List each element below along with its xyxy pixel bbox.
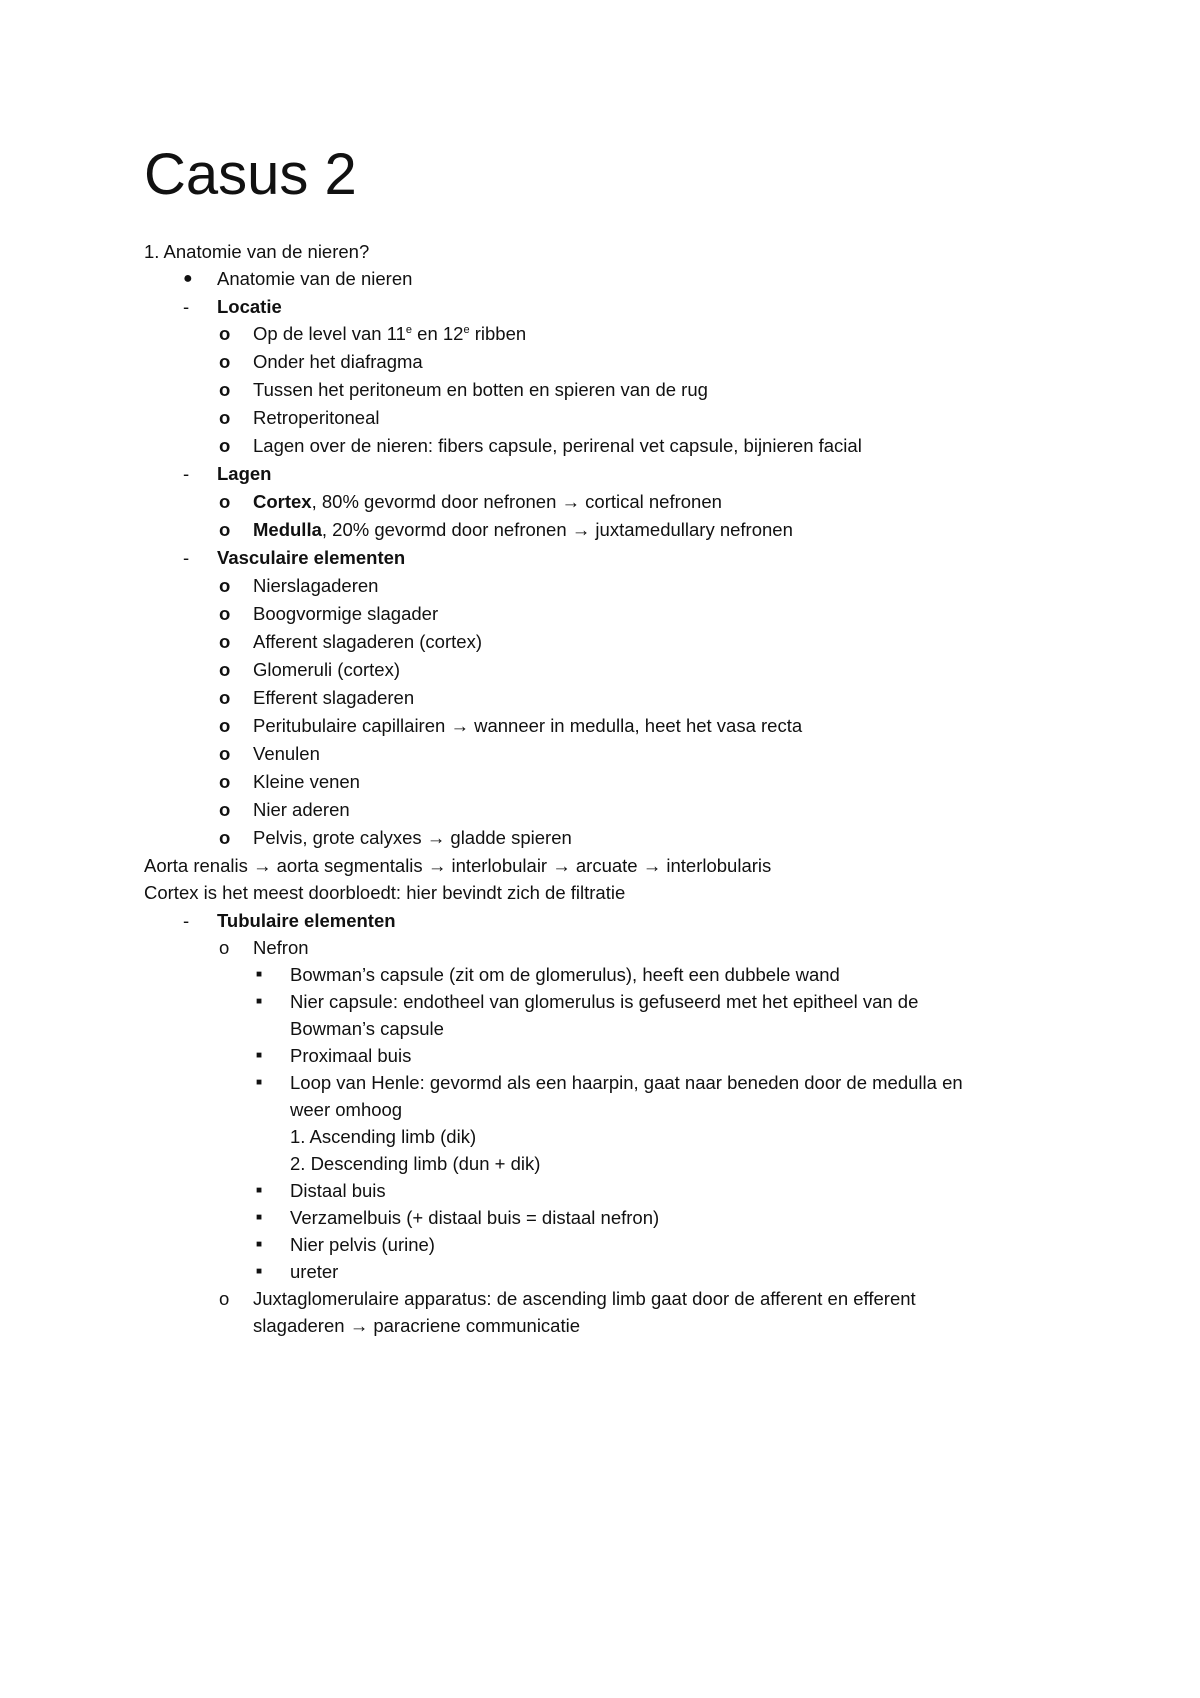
cortex-note: Cortex is het meest doorbloedt: hier bevindt zich de filtratie [144, 882, 626, 903]
list-item-text: Peritubulaire capillairen [253, 715, 451, 736]
sub-item-continuation: Bowman’s capsule [290, 1018, 444, 1039]
document-title: Casus 2 [144, 142, 357, 207]
o-marker: o [219, 827, 231, 848]
list-item: Nier aderen [253, 799, 350, 820]
list-item-text: juxtamedullary nefronen [590, 519, 793, 540]
sub-item: Nier capsule: endotheel van glomerulus is gefuseerd met het epitheel van de [290, 991, 919, 1012]
dash-marker: - [183, 547, 190, 568]
list-item-continuation [253, 1314, 580, 1338]
list-item-text: gladde spieren [445, 827, 572, 848]
section-heading-vasculair: Vasculaire elementen [217, 547, 406, 568]
list-item [253, 322, 526, 346]
list-item: Glomeruli (cortex) [253, 659, 400, 680]
list-item [253, 714, 802, 738]
o-marker: o [219, 743, 231, 764]
sub-item: Nier pelvis (urine) [290, 1234, 435, 1255]
list-item-text: Pelvis, grote calyxes [253, 827, 427, 848]
list-item: Juxtaglomerulaire apparatus: de ascending limb gaat door de afferent en efferent [253, 1288, 916, 1309]
dash-marker: - [183, 910, 190, 931]
list-item-text: en 12 [412, 323, 464, 344]
list-item: Nierslagaderen [253, 575, 379, 596]
list-item [253, 518, 793, 542]
arrow-icon: → [561, 491, 581, 512]
list-item: Kleine venen [253, 771, 360, 792]
o-marker: o [219, 407, 231, 428]
square-marker: ■ [256, 1239, 263, 1250]
o-marker: o [219, 687, 231, 708]
sub-item: Distaal buis [290, 1180, 386, 1201]
list-item-text: slagaderen [253, 1315, 350, 1336]
section-heading-lagen: Lagen [217, 463, 272, 484]
o-marker: o [219, 435, 231, 456]
list-item-text: cortical nefronen [580, 491, 722, 512]
superscript: e [405, 323, 413, 336]
list-item: Lagen over de nieren: fibers capsule, perirenal vet capsule, bijnieren facial [253, 435, 862, 456]
section-heading-locatie: Locatie [217, 296, 282, 317]
o-marker: o [219, 379, 231, 400]
numbered-item: 1. Ascending limb (dik) [290, 1126, 477, 1147]
arrow-icon: → [450, 715, 469, 736]
o-marker: o [219, 715, 231, 736]
section-heading-tubulair: Tubulaire elementen [217, 910, 396, 931]
o-marker: o [219, 937, 230, 958]
square-marker: ■ [256, 1050, 263, 1061]
flow-step: Aorta renalis [144, 855, 253, 876]
arrow-icon: → [427, 855, 447, 876]
list-item [253, 490, 722, 514]
arrow-icon: → [349, 1315, 369, 1336]
square-marker: ■ [256, 1212, 263, 1223]
o-marker: o [219, 603, 231, 624]
square-marker: ■ [256, 996, 263, 1007]
o-marker: o [219, 659, 231, 680]
o-marker: o [219, 799, 231, 820]
o-marker: o [219, 351, 231, 372]
flow-step: interlobularis [661, 855, 772, 876]
sub-item: Proximaal buis [290, 1045, 412, 1066]
list-item-text: wanneer in medulla, heet het vasa recta [468, 715, 803, 736]
list-item: Onder het diafragma [253, 351, 423, 372]
list-item: Boogvormige slagader [253, 603, 439, 624]
dash-marker: - [183, 463, 190, 484]
list-item [253, 826, 572, 850]
list-item: Tussen het peritoneum en botten en spieren van de rug [253, 379, 708, 400]
list-item-text: paracriene communicatie [368, 1315, 581, 1336]
flow-line [144, 854, 771, 878]
list-item-text: , 80% gevormd door nefronen [311, 491, 562, 512]
arrow-icon: → [642, 855, 662, 876]
list-item-text: Op de level van 11 [253, 323, 406, 344]
square-marker: ■ [256, 1185, 263, 1196]
flow-step: arcuate [570, 855, 643, 876]
list-item-text: ribben [469, 323, 527, 344]
flow-step: interlobulair [446, 855, 553, 876]
o-marker: o [219, 631, 231, 652]
list-item: Retroperitoneal [253, 407, 380, 428]
question-line: 1. Anatomie van de nieren? [144, 241, 370, 262]
arrow-icon: → [571, 519, 591, 540]
o-marker: o [219, 323, 231, 344]
o-marker: o [219, 1288, 230, 1309]
sub-item: Verzamelbuis (+ distaal buis = distaal nefron) [290, 1207, 660, 1228]
term-cortex: Cortex [253, 491, 312, 512]
term-medulla: Medulla [253, 519, 322, 540]
square-marker: ■ [256, 969, 263, 980]
sub-item: Loop van Henle: gevormd als een haarpin, gaat naar beneden door de medulla en [290, 1072, 963, 1093]
list-item: Nefron [253, 937, 309, 958]
square-marker: ■ [256, 1077, 263, 1088]
square-marker: ■ [256, 1266, 263, 1277]
dash-marker: - [183, 296, 190, 317]
o-marker: o [219, 771, 231, 792]
bullet-text: Anatomie van de nieren [217, 268, 413, 289]
flow-step: aorta segmentalis [271, 855, 428, 876]
list-item: Efferent slagaderen [253, 687, 415, 708]
list-item-text: , 20% gevormd door nefronen [321, 519, 572, 540]
arrow-icon: → [426, 827, 446, 848]
o-marker: o [219, 491, 231, 512]
superscript: e [463, 323, 470, 336]
o-marker: o [219, 575, 231, 596]
list-item: Afferent slagaderen (cortex) [253, 631, 482, 652]
arrow-icon: → [253, 855, 272, 876]
bullet-marker: ● [183, 270, 193, 287]
numbered-item: 2. Descending limb (dun + dik) [290, 1153, 541, 1174]
list-item: Venulen [253, 743, 320, 764]
sub-item-continuation: weer omhoog [290, 1099, 403, 1120]
sub-item: ureter [290, 1261, 339, 1282]
arrow-icon: → [552, 855, 571, 876]
sub-item: Bowman’s capsule (zit om de glomerulus), heeft een dubbele wand [290, 964, 840, 985]
o-marker: o [219, 519, 231, 540]
